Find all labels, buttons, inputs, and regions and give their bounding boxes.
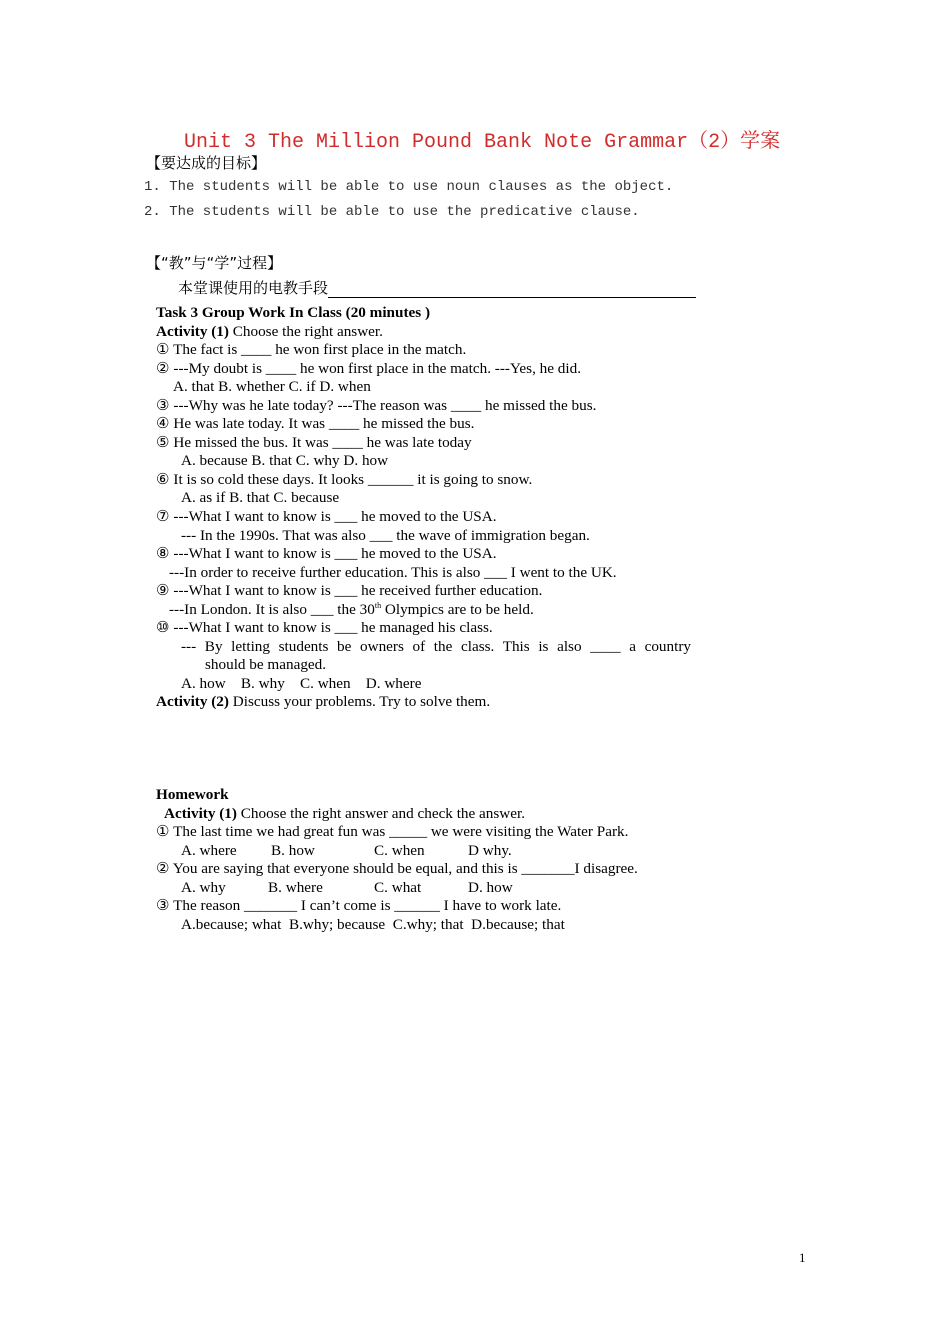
question-1: ① The fact is ____ he won first place in the match. xyxy=(156,341,467,359)
question-9a: ⑨ ---What I want to know is ___ he received further education. xyxy=(156,582,543,600)
blank-space xyxy=(156,712,716,786)
goals-heading: 【要达成的目标】 xyxy=(146,154,267,172)
question-8a: ⑧ ---What I want to know is ___ he moved to the USA. xyxy=(156,545,497,563)
homework-activity1-label: Activity (1) xyxy=(164,804,237,822)
goal-item-1: 1. The students will be able to use noun clauses as the object. xyxy=(144,179,674,195)
question-8b: ---In order to receive further education. This is also ___ I went to the UK. xyxy=(169,563,617,581)
activity1-line xyxy=(156,323,716,342)
homework-options-2 xyxy=(156,879,716,898)
goal-item-2: 2. The students will be able to use the predicative clause. xyxy=(144,204,640,220)
homework-question-3: ③ The reason _______ I can’t come is ______ I have to work late. xyxy=(156,897,562,915)
activity2-text: Discuss your problems. Try to solve them. xyxy=(228,693,491,711)
hw2-option-a: A. why xyxy=(181,878,226,896)
document-title: Unit 3 The Million Pound Bank Note Grammar（2）学案 xyxy=(184,131,781,154)
hw2-option-d: D. how xyxy=(468,878,513,896)
task3-title: Task 3 Group Work In Class (20 minutes ) xyxy=(156,304,431,321)
question-10b: --- By letting students be owners of the class. This is also ____ a country xyxy=(181,637,691,655)
question-9b xyxy=(156,601,716,620)
activity1-label: Activity (1) xyxy=(156,322,229,340)
hw2-option-c: C. what xyxy=(374,878,422,896)
options-4: A. how B. why C. when D. where xyxy=(181,674,422,692)
media-line xyxy=(178,277,696,298)
homework-question-1: ① The last time we had great fun was _____ we were visiting the Water Park. xyxy=(156,823,629,841)
question-3: ③ ---Why was he late today? ---The reason was ____ he missed the bus. xyxy=(156,396,597,414)
options-3: A. as if B. that C. because xyxy=(181,489,340,507)
activity2-label: Activity (2) xyxy=(156,693,229,711)
hw1-option-d: D why. xyxy=(468,841,512,859)
question-7b: --- In the 1990s. That was also ___ the wave of immigration began. xyxy=(181,526,590,544)
homework-options-3: A.because; what B.why; because C.why; that D.because; that xyxy=(181,915,565,933)
question-10c: should be managed. xyxy=(205,656,327,674)
question-9b-sup: th xyxy=(374,600,382,610)
hw1-option-a: A. where xyxy=(181,841,237,859)
media-label: 本堂课使用的电教手段 xyxy=(178,279,329,297)
activity1-text: Choose the right answer. xyxy=(228,322,383,340)
worksheet-body xyxy=(156,304,716,934)
fill-in-line xyxy=(328,282,696,298)
homework-activity1-text: Choose the right answer and check the answer. xyxy=(236,804,526,822)
homework-title: Homework xyxy=(156,786,229,804)
hw2-option-b: B. where xyxy=(268,878,323,896)
question-4: ④ He was late today. It was ____ he missed the bus. xyxy=(156,415,475,433)
question-5: ⑤ He missed the bus. It was ____ he was late today xyxy=(156,433,472,451)
question-9b-post: Olympics are to be held. xyxy=(381,600,534,618)
options-1: A. that B. whether C. if D. when xyxy=(173,378,371,396)
question-9b-pre: ---In London. It is also ___ the 30 xyxy=(169,600,375,618)
homework-activity1-line xyxy=(156,805,716,824)
question-2: ② ---My doubt is ____ he won first place in the match. ---Yes, he did. xyxy=(156,359,582,377)
question-6: ⑥ It is so cold these days. It looks ______ it is going to snow. xyxy=(156,470,533,488)
hw1-option-b: B. how xyxy=(271,841,315,859)
question-10a: ⑩ ---What I want to know is ___ he managed his class. xyxy=(156,619,493,637)
process-heading: 【“教”与“学”过程】 xyxy=(146,254,283,272)
activity2-line xyxy=(156,693,716,712)
homework-question-2: ② You are saying that everyone should be equal, and this is _______I disagree. xyxy=(156,860,638,878)
hw1-option-c: C. when xyxy=(374,841,425,859)
options-2: A. because B. that C. why D. how xyxy=(181,452,389,470)
homework-options-1 xyxy=(156,842,716,861)
page-number: 1 xyxy=(799,1250,806,1265)
question-7a: ⑦ ---What I want to know is ___ he moved to the USA. xyxy=(156,508,497,526)
